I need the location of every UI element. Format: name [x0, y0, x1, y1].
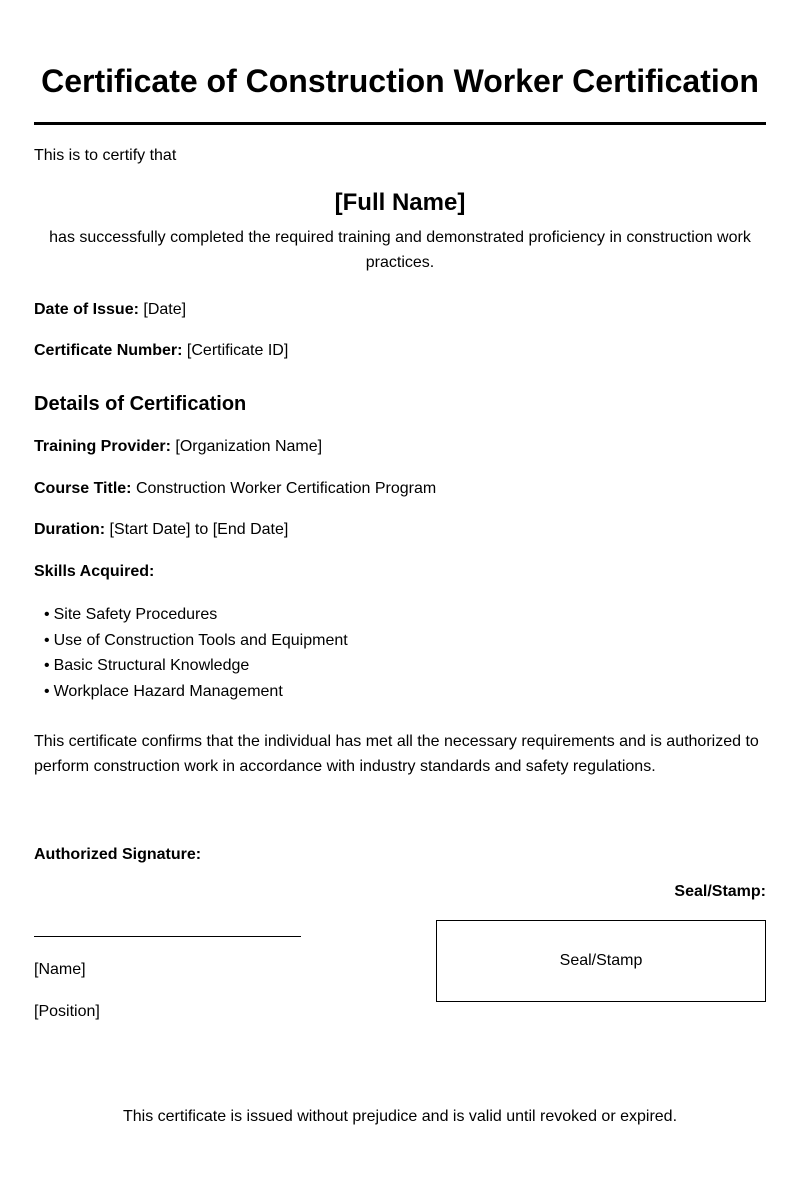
completion-line-2: practices. [365, 254, 435, 271]
details-heading: Details of Certification [34, 393, 247, 415]
training-provider-label: Training Provider: [34, 438, 171, 455]
list-item [44, 602, 348, 628]
completion-line-1: has successfully completed the required training and demonstrated proficiency in construction work [49, 229, 751, 246]
footer-note: This certificate is issued without prejudice and is valid until revoked or expired. [122, 1108, 678, 1125]
bullet-icon: • [44, 683, 50, 701]
title-divider [34, 122, 766, 125]
list-item [44, 628, 348, 654]
date-of-issue-value: [Date] [138, 301, 187, 318]
duration-value: [Start Date] to [End Date] [105, 521, 289, 538]
signer-name: [Name] [34, 961, 86, 978]
duration-label: Duration: [34, 521, 106, 538]
date-of-issue-label: Date of Issue: [34, 301, 139, 318]
certificate-number-value: [Certificate ID] [182, 342, 289, 359]
training-provider [34, 437, 322, 457]
certificate-title: Certificate of Construction Worker Certification [41, 63, 759, 99]
seal-stamp-box [436, 920, 766, 1002]
certificate-number-label: Certificate Number: [34, 342, 183, 359]
intro-text: This is to certify that [34, 147, 177, 164]
duration [34, 520, 288, 540]
bullet-icon: • [44, 606, 50, 623]
course-title-label: Course Title: [34, 480, 132, 497]
confirmation-statement: This certificate confirms that the individual has met all the necessary requirements and is authorized to perform construction work in accordance with industry standards and safety regulations. [34, 733, 759, 775]
signature-line [34, 936, 301, 937]
skill-label: Use of Construction Tools and Equipment [53, 631, 348, 649]
recipient-full-name: [Full Name] [334, 189, 466, 216]
signer-position: [Position] [34, 1003, 100, 1020]
date-of-issue [34, 300, 186, 320]
skill-label: Workplace Hazard Management [53, 683, 283, 701]
skills-list [44, 602, 348, 705]
certificate-number [34, 341, 288, 361]
completion-statement [34, 225, 766, 275]
bullet-icon: • [44, 657, 50, 675]
course-title [34, 479, 436, 499]
skill-label: Basic Structural Knowledge [53, 657, 250, 675]
skills-acquired-label: Skills Acquired: [34, 563, 155, 580]
bullet-icon: • [44, 631, 50, 649]
skill-label: Site Safety Procedures [53, 606, 218, 623]
training-provider-value: [Organization Name] [170, 438, 323, 455]
seal-stamp-label: Seal/Stamp: [674, 883, 766, 900]
list-item [44, 653, 348, 679]
course-title-value: Construction Worker Certification Program [131, 480, 437, 497]
list-item [44, 679, 348, 705]
seal-stamp-box-text: Seal/Stamp [559, 952, 643, 969]
authorized-signature-label: Authorized Signature: [34, 846, 202, 863]
